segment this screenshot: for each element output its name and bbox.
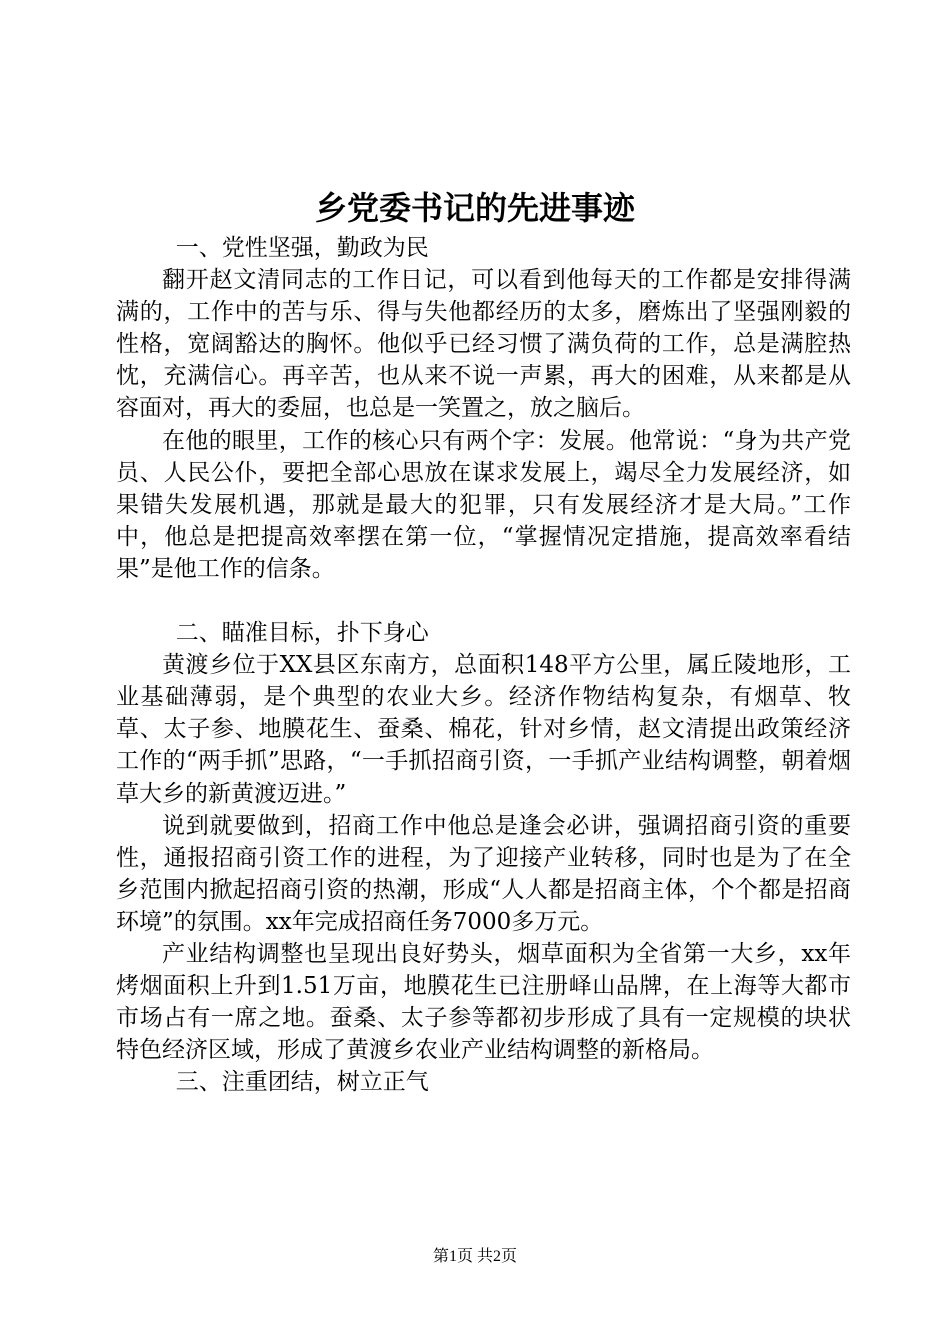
paragraph: 翻开赵文清同志的工作日记，可以看到他每天的工作都是安排得满满的，工作中的苦与乐、得与失他都经历的太多，磨炼出了坚强刚毅的性格，宽阔豁达的胸怀。他似乎已经习惯了满负荷的工作，总是满腔热忱，充满信心。再辛苦，也从来不说一声累，再大的困难，从来都是从容面对，再大的委屈，也总是一笑置之，放之脑后。 [116, 267, 851, 422]
section-heading-2: 二、瞄准目标，扑下身心 [175, 620, 429, 647]
section-heading-1: 一、党性坚强，勤政为民 [175, 235, 429, 261]
document-body [116, 232, 851, 1098]
page-footer: 第1页 共2页 [432, 1248, 517, 1265]
document-title: 乡党委书记的先进事迹 [314, 189, 635, 227]
paragraph: 黄渡乡位于XX县区东南方，总面积148平方公里，属丘陵地形，工业基础薄弱，是个典型的农业大乡。经济作物结构复杂，有烟草、牧草、太子参、地膜花生、蚕桑、棉花，针对乡情，赵文清提出政策经济工作的“两手抓”思路，“一手抓招商引资，一手抓产业结构调整，朝着烟草大乡的新黄渡迈进。” [116, 652, 851, 807]
paragraph: 产业结构调整也呈现出良好势头，烟草面积为全省第一大乡，xx年烤烟面积上升到1.51万亩，地膜花生已注册峄山品牌，在上海等大都市市场占有一席之地。蚕桑、太子参等都初步形成了具有一定规模的块状特色经济区域，形成了黄渡乡农业产业结构调整的新格局。 [116, 940, 851, 1064]
paragraph: 在他的眼里，工作的核心只有两个字：发展。他常说：“身为共产党员、人民公仆，要把全部心思放在谋求发展上，竭尽全力发展经济，如果错失发展机遇，那就是最大的犯罪，只有发展经济才是大局。”工作中，他总是把提高效率摆在第一位，“掌握情况定措施，提高效率看结果”是他工作的信条。 [116, 427, 851, 582]
paragraph: 说到就要做到，招商工作中他总是逢会必讲，强调招商引资的重要性，通报招商引资工作的进程，为了迎接产业转移，同时也是为了在全乡范围内掀起招商引资的热潮，形成“人人都是招商主体，个个都是招商环境”的氛围。xx年完成招商任务7000多万元。 [116, 812, 851, 935]
section-heading-3: 三、注重团结，树立正气 [175, 1069, 429, 1096]
